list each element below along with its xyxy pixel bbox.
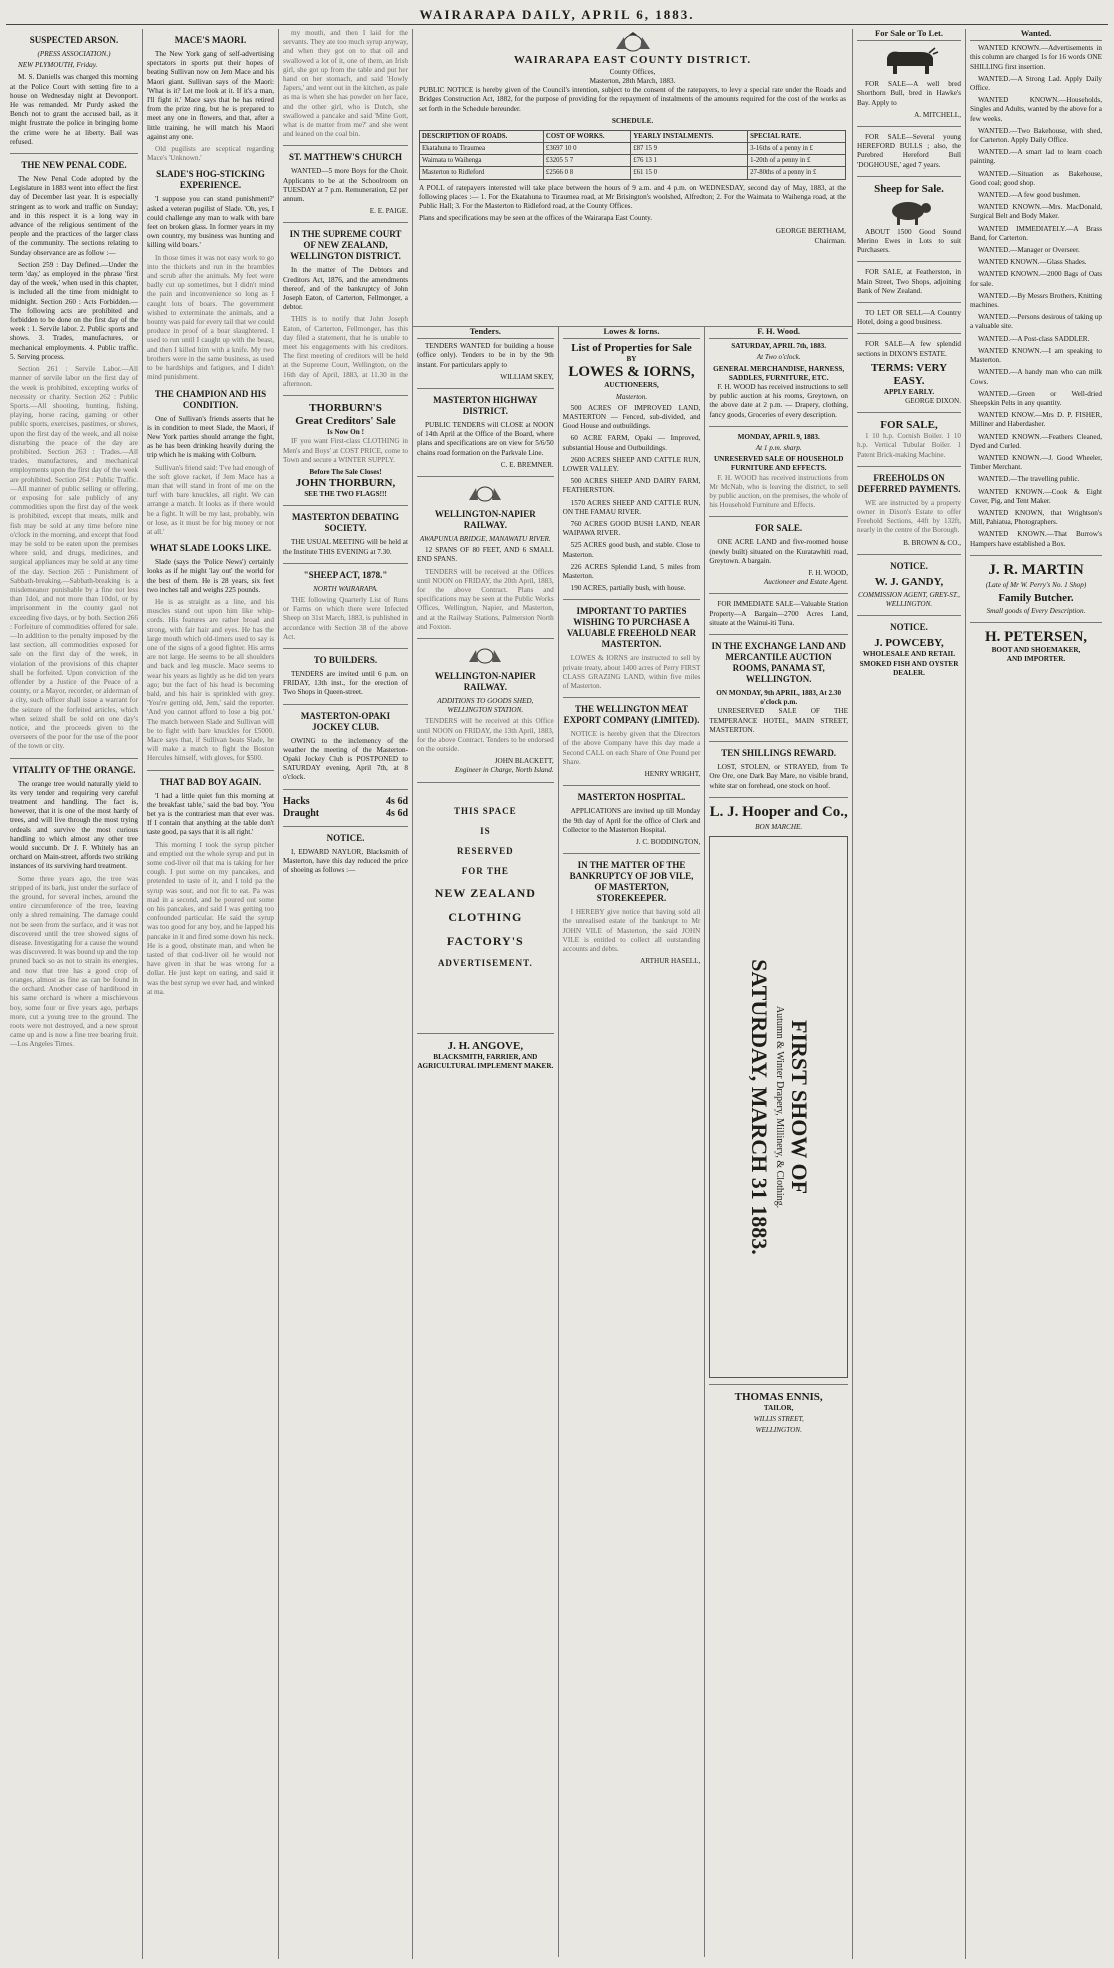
badboy-body: 'I had a little quiet fun this morning at the breakfast table,' said the bad boy. 'You bet ya is the contrariest man that ever was. If I contain that anything at the table don't taste good, pa says that it is all right.' bbox=[147, 791, 274, 837]
wanted-item: WANTED.—The travelling public. bbox=[978, 475, 1080, 484]
forsale-body: ONE ACRE LAND and five-roomed house (newly built) situated on the Kuratawhiti road, Greytown. A bargain. bbox=[709, 538, 849, 565]
sheep-header: Sheep for Sale. bbox=[874, 182, 944, 195]
hacks-price-row bbox=[283, 796, 408, 808]
reserved-line: FOR THE bbox=[461, 865, 509, 876]
column-7 bbox=[853, 29, 966, 1959]
schedule-header: COST OF WORKS. bbox=[543, 130, 630, 142]
wanted-item: WANTED.—Two Bakehouse, with shed, for Carterton. Apply Daily Office. bbox=[970, 126, 1102, 145]
wanted-header: Wanted. bbox=[970, 29, 1102, 41]
hacks-price: 4s 6d bbox=[386, 795, 408, 807]
lowes-header: Lowes & Iorns. bbox=[563, 327, 701, 339]
badboy-body-cont2: my mouth, and then I laid for the servants. They ate too much syrup anyway, and when they got on to that oil and swallowed a lot of it, one of them, an Irish girl, she got up from the table and put her hand on her stomach, and said 'Howly Japers,' and went out in the kitchen, as pale as ma is when she has powder on her face, and the other girl, who is Dutch, she swallowed a pancake and said 'Mine Gott, what is de matter from me?' and she went and leaned on the coal bin. bbox=[283, 29, 408, 139]
hospital-body: APPLICATIONS are invited up till Monday the 9th day of April for the office of Clerk and Collector to the Masterton Hospital. bbox=[562, 807, 701, 834]
divider bbox=[283, 704, 408, 705]
hooper-sub: BON MARCHE. bbox=[755, 822, 803, 831]
thorburn-title: THORBURN'S bbox=[309, 402, 382, 415]
divider bbox=[709, 797, 848, 798]
maori-body: The New York gang of self-advertising spectators in sports put their hopes of beating Sullivan now on Jem Mace and his Maori giant. Sullivan says of the Maori: 'What is it? Let me look at it. If it's a man, I'll fight it.' Mace says that he has retired from the prize ring, but he is prepared to meet any one in flowers, and that, after a little training, he will match his Maori against any one. bbox=[147, 50, 274, 141]
gandy-trade: COMMISSION AGENT, GREY-ST., WELLINGTON. bbox=[858, 590, 960, 609]
wanted-item: WANTED.—A Strong Lad. Apply Daily Office. bbox=[970, 74, 1102, 93]
divider bbox=[10, 153, 138, 154]
petersen-name: H. PETERSEN, bbox=[984, 629, 1088, 646]
ennis-trade: TAILOR, bbox=[763, 1403, 794, 1412]
sale-date: SATURDAY, APRIL 7th, 1883. bbox=[731, 342, 827, 351]
schedule-cell: Waimata to Waihenga bbox=[420, 155, 544, 167]
divider bbox=[563, 853, 701, 854]
schedule-header: DESCRIPTION OF ROADS. bbox=[420, 130, 544, 142]
debate-headline: MASTERTON DEBATING SOCIETY. bbox=[291, 512, 400, 534]
sale-body: F. H. WOOD has received instructions to sell by public auction at his rooms, Greytown, on the above date at 2 p.m. — Drapery, clothing, fancy goods, Groceries of every description. bbox=[709, 383, 849, 419]
bankruptcy-body: I HEREBY give notice that having sold all the unrealised estate of the bankrupt to Mr JOHN VILE of Masterton, the said JOHN VILE is entitled to collect all outstanding accounts and debts. bbox=[562, 908, 701, 953]
column-4 bbox=[413, 327, 559, 1957]
district-notice-text: PUBLIC NOTICE is hereby given of the Council's intention, subject to the consent of the ratepayers, to levy a special rate under the Roads and Bridges Construction Act, 1882, for the purpose of providing for the repayment of instalments of the amounts required for the cost of the works as set forth in the Schedule hereunder. bbox=[419, 86, 846, 113]
schedule-header: SPECIAL RATE. bbox=[748, 130, 846, 142]
sale-time: At Two o'clock. bbox=[756, 353, 801, 362]
arson-source: (PRESS ASSOCIATION.) bbox=[37, 50, 111, 58]
slade-body-continued: In those times it was not easy work to go into the thickets and run in the brambles and scrub after the animals. My feet were badly cut up sometimes, but I didn't mind the pain and inconvenience so long as I caught lots of boars. The government wished to exterminate the animals, and a bounty was paid for every tail that we could produce in proof of a boar slaughtered. I used to run until I caught up with the beast, and then I killed him with a knife. My two brothers were in the same business, as used to be hardships and fatigues, and I didn't mind punishment. bbox=[147, 253, 274, 382]
divider bbox=[857, 466, 961, 467]
looks-body: Slade (says the 'Police News') certainly looks as if he might 'lay out' the world for the best of them. He is 28 years, six feet two inches tall and weighs 225 pounds. bbox=[147, 558, 274, 594]
railway-headline-2: WELLINGTON-NAPIER RAILWAY. bbox=[434, 671, 536, 693]
railway-sign: JOHN BLACKETT, bbox=[494, 757, 554, 766]
wanted-item: WANTED KNOWN.—Feathers Cleaned, Dyed and Curled. bbox=[970, 432, 1102, 450]
district-office: County Offices, bbox=[609, 68, 656, 77]
lowes-title-b: BY bbox=[626, 355, 637, 364]
hooper-vt-line: Autumn & Winter Drapery, Millinery, & Clothing. bbox=[773, 1005, 785, 1209]
wanted-item: WANTED KNOW.—Mrs D. P. FISHER, Milliner and Haberdasher. bbox=[970, 411, 1102, 429]
property-item: 226 ACRES Splendid Land, 5 miles from Masterton. bbox=[562, 562, 701, 581]
property-item: 525 ACRES good bush, and stable. Close to Masterton. bbox=[562, 541, 701, 559]
champion-headline: THE CHAMPION AND HIS CONDITION. bbox=[154, 388, 267, 410]
railway-sub-2: ADDITIONS TO GOODS SHED, WELLINGTON STATION. bbox=[437, 697, 534, 715]
maori-body-continued: Old pugilists are sceptical regarding Mace's 'Unknown.' bbox=[147, 145, 274, 163]
arson-dateline: NEW PLYMOUTH, Friday. bbox=[18, 61, 98, 70]
divider bbox=[709, 741, 848, 742]
column-grid bbox=[6, 29, 1108, 1959]
hereford-ad: FOR SALE—Several young HEREFORD BULLS ; also, the Purebred Hereford Bull 'DOGHOUSE,' aged 7 years. bbox=[857, 133, 961, 169]
reserved-line: THIS SPACE bbox=[454, 805, 517, 816]
tolet-ad: TO LET OR SELL—A Country Hotel, doing a good business. bbox=[857, 309, 961, 327]
hooper-vertical-ad bbox=[709, 836, 848, 1378]
divider bbox=[857, 261, 961, 262]
debate-body: THE USUAL MEETING will be held at the Institute THIS EVENING at 7.30. bbox=[283, 538, 408, 556]
dixon-terms: TERMS: VERY EASY. bbox=[870, 361, 948, 387]
divider bbox=[283, 648, 408, 649]
bull-ad: FOR SALE—A well bred Shorthorn Bull, bred in Hawke's Bay. Apply to bbox=[857, 80, 961, 107]
vitality-body: The orange tree would naturally yield to its very tender and requiring very careful treatment and handling. The fact is, however, that it is one of the most hardy of trees, and will live through the most trying ordeals and survive the most curious handling to which almost any other tree would succumb. Dr J. F. Whitely has an orchard on Main-street, affords two striking instances of its surviving hard treatment. bbox=[10, 779, 138, 871]
divider bbox=[283, 563, 408, 564]
wanted-item: WANTED KNOWN.—Households, Singles and Adults, wanted by the above for a few weeks. bbox=[970, 96, 1102, 123]
important-headline: IMPORTANT TO PARTIES WISHING TO PURCHASE A VALUABLE FREEHOLD NEAR MASTERTON. bbox=[566, 606, 697, 650]
wanted-item: WANTED IMMEDIATELY.—A Brass Band, for Carterton. bbox=[970, 224, 1102, 242]
railway-body-1-cont: TENDERS will be received at the Offices until NOON on FRIDAY, the 20th April, 1883, for the above Contract. Plans and specifications may be seen at the Public Works Offices, Wellington, Napier, and Masterton, and at the Railway Stations, Palmerston North and Foxton. bbox=[417, 567, 554, 631]
poll-text: A POLL of ratepayers interested will take place between the hours of 9 a.m. and 4 p.m. on WEDNESDAY, second day of May, 1883, at the following places :— 1. For the Ekatahuna to Tiraumea road, at Mr Brisington's woolshed, Alfredton; 2. For the Waimata to Waihenga road, at the Public Hall; 3. For the Masterton to Ridleford road, at the County Offices. bbox=[419, 183, 846, 211]
martin-goods: Small goods of Every Description. bbox=[986, 606, 1086, 615]
divider bbox=[283, 395, 408, 396]
divider bbox=[857, 412, 961, 413]
bull-sign: A. MITCHELL, bbox=[914, 110, 961, 119]
draught-price-row bbox=[283, 808, 408, 820]
forsale-2-body: 1 10 h.p. Cornish Boiler. 1 10 h.p. Vertical Tubular Boiler. 1 Patent Brick-making Machine. bbox=[857, 432, 961, 459]
ennis-street: WILLIS STREET, bbox=[753, 1415, 804, 1424]
property-item: 500 ACRES SHEEP AND DAIRY FARM, FEATHERSTON. bbox=[562, 477, 701, 495]
divider bbox=[563, 599, 701, 600]
brown-sign: B. BROWN & CO., bbox=[903, 538, 961, 547]
hooper-name: L. J. Hooper and Co., bbox=[709, 803, 848, 820]
divider bbox=[857, 333, 961, 334]
divider bbox=[283, 222, 408, 223]
divider bbox=[283, 789, 408, 790]
penal-body-continued: Section 261 : Servile Labor.—All manner of servile labor on the first day of the week is prohibited, excepting works of necessity or charity. Section 262 : Public Sports.—All shooting, hunting, fishing, playing, horse racing, gaming or other public sports, exercises, pastimes, or shows, upon the first day of the week, and all noise disturbing the peace of the day are prohibited. Section 263 : Trades.—All trades, manufactures, and mechanical employments upon the first day of the week are prohibited. Section 264 : Public Traffic.—All manner of public selling or offering, or exposing for sale publicly of any commodities upon the first day of the week is prohibited, except that meats, milk and fish may be sold at any time before nine o'clock in the morning, and except that food may be sold to be eaten upon the premises where sold, and drugs, medicines, and surgical appliances may be sold at any time of the day. Section 265 : Punishment of Sabbath-breaking.—Sabbath-breaking is a misdemeanor punishable by a fine not less than 1dol, and not more than 10dol, or by imprisonment in the county gaol not exceeding five days, or by both. Section 266 : Forfeiture of commodities offered for sale.—In addition to the penalty imposed by the last section, all commodities exposed for sale on the first day of the week, in violation of the provisions of this chapter shall be forfeited. Upon conviction of the offender by a Justice of the Peace of a county, or a Mayor, recorder, or alderman of a city, such officer shall issue a warrant for the seizure of the forfeited articles, which when seized shall be sold on one day's notice, and the proceeds given to the overseers of the poor for the use of the poor of the town or city. bbox=[10, 365, 138, 751]
divider bbox=[417, 638, 554, 639]
schedule-cell: £3697 10 0 bbox=[543, 143, 630, 155]
schedule-cell: 3-16ths of a penny in £ bbox=[748, 143, 846, 155]
exchange-headline: IN THE EXCHANGE LAND AND MERCANTILE AUCTION ROOMS, PANAMA ST, WELLINGTON. bbox=[711, 641, 846, 685]
wanted-item: WANTED.—Persons desirous of taking up a valuable site. bbox=[970, 313, 1102, 331]
exchange-date: ON MONDAY, 9th APRIL, 1883, At 2.30 o'clock p.m. bbox=[716, 689, 842, 707]
wood-header: F. H. Wood. bbox=[709, 327, 848, 339]
powceby-trade: WHOLESALE AND RETAIL SMOKED FISH AND OYSTER DEALER. bbox=[859, 650, 959, 677]
column-1 bbox=[6, 29, 143, 1959]
dixon-sign: GEORGE DIXON. bbox=[905, 397, 961, 406]
vitality-headline: VITALITY OF THE ORANGE. bbox=[12, 764, 136, 775]
schedule-header: YEARLY INSTALMENTS. bbox=[631, 130, 748, 142]
divider bbox=[709, 1384, 848, 1385]
slade-headline: SLADE'S HOG-STICKING EXPERIENCE. bbox=[156, 169, 265, 191]
hooper-vt-line: SATURDAY, MARCH 31 1883. bbox=[746, 959, 772, 1255]
district-notice bbox=[413, 29, 852, 327]
meat-sign: HENRY WRIGHT, bbox=[644, 770, 701, 779]
wanted-item: WANTED.—Situation as Bakehouse, Good coal; good shop. bbox=[970, 169, 1102, 187]
wanted-item: WANTED.—Green or Well-dried Sheepskin Pelts in any quantity. bbox=[970, 389, 1102, 407]
sheep-act-body: THE following Quarterly List of Runs or Farms on which there were Infected Sheep on 31st March, 1883, is published in accordance with Section 38 of the above Act. bbox=[283, 595, 408, 641]
arson-headline: SUSPECTED ARSON. bbox=[29, 35, 119, 45]
monday-title: UNRESERVED SALE OF HOUSEHOLD FURNITURE AND EFFECTS. bbox=[713, 455, 844, 473]
featherston-ad: FOR SALE, at Featherston, in Main Street, Two Shops, adjoining Bank of New Zealand. bbox=[857, 268, 961, 295]
dixon-apply: APPLY EARLY. bbox=[883, 387, 935, 396]
schedule-cell: £76 13 1 bbox=[631, 155, 748, 167]
divider bbox=[857, 615, 961, 616]
column-6 bbox=[705, 327, 852, 1957]
martin-trade: Family Butcher. bbox=[998, 591, 1074, 604]
dixon-ad: FOR SALE—A few splendid sections in DIXON'S ESTATE. bbox=[857, 340, 961, 358]
district-sign: GEORGE BERTHAM, bbox=[775, 226, 846, 236]
builders-body: TENDERS are invited until 6 p.m. on FRIDAY, 13th inst., for the erection of Two Shops in Queen-street. bbox=[283, 669, 408, 697]
court-headline: IN THE SUPREME COURT OF NEW ZEALAND, WELLINGTON DISTRICT. bbox=[289, 229, 402, 262]
thorburn-name: JOHN THORBURN, bbox=[295, 477, 396, 490]
property-item: 500 ACRES OF IMPROVED LAND, MASTERTON — Fenced, sub-divided, and Good House and outbuildings. bbox=[562, 403, 701, 431]
reserved-line: RESERVED bbox=[456, 845, 514, 856]
church-notice: WANTED—5 more Boys for the Choir. Applicants to be at the Schoolroom on TUESDAY at 7 p.m. Remuneration, £2 per annum. bbox=[283, 167, 408, 204]
schedule-title: SCHEDULE. bbox=[611, 116, 654, 125]
wanted-item: WANTED.—Manager or Overseer. bbox=[978, 246, 1080, 255]
divider bbox=[417, 1033, 554, 1034]
penal-headline: THE NEW PENAL CODE. bbox=[21, 160, 127, 171]
church-headline: ST. MATTHEW'S CHURCH bbox=[289, 152, 402, 163]
bankruptcy-headline: IN THE MATTER OF THE BANKRUPTCY OF JOB VILE, OF MASTERTON, STOREKEEPER. bbox=[569, 860, 694, 904]
highway-headline: MASTERTON HIGHWAY DISTRICT. bbox=[433, 395, 538, 417]
divider bbox=[857, 176, 961, 177]
penal-body: The New Penal Code adopted by the Legislature in 1883 went into effect the first day of December last year. It is especially stringent as to work and traffic on Sunday; and in this respect it is a long way in advance of the religious sentiment of the people and the practices of the larger class of the community. The sections relating to Sunday observance are as follow :— bbox=[10, 175, 138, 257]
jockey-body: OWING to the inclemency of the weather the meeting of the Masterton-Opaki Jockey Club is POSTPONED to SATURDAY evening, April 7th, at 8 o'clock. bbox=[283, 736, 408, 782]
sheep-ad: ABOUT 1500 Good Sound Merino Ewes in Lots to suit Purchasers. bbox=[857, 227, 961, 255]
monday-date: MONDAY, APRIL 9, 1883. bbox=[737, 432, 820, 441]
divider bbox=[709, 516, 848, 517]
railway-headline-1: WELLINGTON-NAPIER RAILWAY. bbox=[434, 509, 536, 531]
coat-of-arms-icon bbox=[465, 645, 505, 665]
badboy-body-continued: This morning I took the syrup pitcher and emptied out the whole syrup and put in some cod-liver oil that ma is taking for her cough. I put some on my pancakes, and pretended to taste of it, and I told pa the syrup was sour, and not fit to eat. Pa was mad in a second, and he poured out some on his pancakes, and said I was getting too confounded particular. He said the syrup was too good for any boy, and he lapped his pancake in it and fired some down his neck. He is a good, obstinate man, and when he tasted of that cod-liver oil he would not have given in that he was wrong for a dollar. He just kept on eating, and said it was the best syrup we ever had, and winked at ma. bbox=[147, 840, 274, 996]
penal-body-more: Section 259 : Day Defined.—Under the term 'day,' as employed in the phrase 'first day of the week,' when used in this chapter, is included all the time from midnight to midnight. Section 260 : Acts Forbidden.—The following acts are prohibited and forbidden to be done on the first day of the week : 1. Servile labor. 2. Public sports and shows. 3. Trades, manufactures, or mechanical employments. 4. Public traffic. 5. Serving process. bbox=[10, 260, 138, 361]
schedule-cell: 27-80ths of a penny in £ bbox=[748, 167, 846, 179]
plans-text: Plans and specifications may be seen at the offices of the Wairarapa East County. bbox=[419, 214, 653, 223]
property-item: 60 ACRE FARM, Opaki — Improved, substantial House and Outbuildings. bbox=[562, 434, 701, 452]
maori-headline: MACE'S MAORI. bbox=[174, 35, 247, 45]
exchange-body: UNRESERVED SALE OF THE TEMPERANCE HOTEL, MAIN STREET, MASTERTON. bbox=[709, 707, 849, 734]
wanted-item: WANTED KNOWN.—Advertisements in this column are charged 1s for 16 words ONE SHILLING first insertion. bbox=[970, 44, 1103, 71]
divider bbox=[563, 697, 701, 698]
thorburn-flags: SEE THE TWO FLAGS!!! bbox=[304, 490, 387, 499]
ennis-name: THOMAS ENNIS, bbox=[734, 1390, 823, 1403]
divider bbox=[147, 770, 274, 771]
divider bbox=[10, 758, 138, 759]
sheep-act-headline: "SHEEP ACT, 1878." bbox=[303, 569, 388, 580]
column-8 bbox=[966, 29, 1106, 1959]
wanted-item: WANTED.—A smart lad to learn coach painting. bbox=[970, 148, 1102, 166]
reserved-line: NEW ZEALAND CLOTHING FACTORY'S bbox=[434, 885, 536, 948]
meat-headline: THE WELLINGTON MEAT EXPORT COMPANY (LIMITED). bbox=[563, 704, 700, 726]
schedule-row bbox=[420, 155, 846, 167]
wanted-item: WANTED.—By Messrs Brothers, Knitting machines. bbox=[970, 291, 1102, 310]
freehold-body: WE are instructed by a property owner in Dixon's Estate to offer Freehold Sections, 44ft by 132ft, nearly in the centre of the Borough. bbox=[857, 498, 961, 535]
sheep-icon bbox=[884, 198, 934, 226]
petersen-importer: AND IMPORTER. bbox=[1006, 655, 1066, 664]
freehold-headline: FREEHOLDS ON DEFERRED PAYMENTS. bbox=[857, 472, 961, 494]
fhwood-role: Auctioneer and Estate Agent. bbox=[763, 578, 849, 587]
tender-house: TENDERS WANTED for building a house (office only). Tenders to be in by the 9th instant. For particulars apply to bbox=[417, 342, 554, 369]
reserved-space-ad bbox=[417, 801, 554, 973]
badboy-headline: THAT BAD BOY AGAIN. bbox=[159, 776, 262, 787]
property-item: 760 ACRES GOOD BUSH LAND, NEAR WAIPAWA RIVER. bbox=[562, 520, 701, 538]
lowes-title-d: AUCTIONEERS, bbox=[604, 381, 659, 390]
railway-sign-role: Engineer in Charge, North Island. bbox=[454, 766, 554, 775]
schedule-row bbox=[420, 167, 846, 179]
hacks-label: Hacks bbox=[283, 795, 310, 807]
looks-headline: WHAT SLADE LOOKS LIKE. bbox=[149, 543, 272, 554]
divider bbox=[970, 555, 1102, 556]
hooper-vt-line: FIRST SHOW OF bbox=[786, 1019, 812, 1194]
immediate-sale: FOR IMMEDIATE SALE—Valuable Station Property—A Bargain—2700 Acres Land, situate at the Wainui-iti Tuna. bbox=[709, 600, 849, 627]
wanted-item: WANTED KNOWN.—I am speaking to Masterton. bbox=[970, 346, 1102, 365]
wanted-item: WANTED KNOWN.—Mrs. MacDonald, Surgical Belt and Body Maker. bbox=[970, 203, 1102, 221]
schedule-cell: 1-20th of a penny in £ bbox=[748, 155, 846, 167]
reserved-line: IS bbox=[480, 825, 491, 836]
petersen-trade: BOOT AND SHOEMAKER, bbox=[991, 646, 1081, 655]
reserved-line: ADVERTISEMENT. bbox=[437, 957, 533, 968]
district-date: Masterton, 28th March, 1883. bbox=[589, 77, 676, 86]
column-5 bbox=[559, 327, 706, 1957]
railway-sub-1: AWAPUNUA BRIDGE, MANAWATU RIVER. bbox=[419, 535, 551, 544]
schedule-cell: Ekatahuna to Tiraumea bbox=[420, 143, 544, 155]
naylor-headline: NOTICE. bbox=[326, 832, 365, 843]
schedule-cell: Masterton to Ridleford bbox=[420, 167, 544, 179]
vitality-body-continued: Some three years ago, the tree was stripped of its bark, just under the surface of the ground, for several inches, around the entire circumference of the tree, leaving only a shred remaining. The damage could not be seen from the surface, and it was not discovered until the tree showed signs of disease. Investigating for a cause the wound was discovered. It was bound up and the top pruned back so as not to strain its energies, and now that tree has a good crop of oranges, almost as fine as can be found in the orchard. Another case of hardihood in his same orchard is where a mischievous boy, some four or five years ago, perhaps more, cut a young tree to the ground. The roots were not destroyed, and a new sprout came up and is now a fine tree bearing fruit.—Los Angeles Times. bbox=[10, 874, 138, 1049]
angove-trade: BLACKSMITH, FARRIER, AND AGRICULTURAL IMPLEMENT MAKER. bbox=[417, 1052, 554, 1070]
church-sign: E. E. PAIGE. bbox=[369, 207, 408, 216]
gandy-notice: NOTICE. bbox=[890, 560, 928, 571]
monday-time: At 1 p.m. sharp. bbox=[755, 444, 802, 453]
wanted-item: WANTED KNOWN.—Glass Shades. bbox=[978, 258, 1087, 267]
schedule-table bbox=[419, 130, 846, 180]
divider bbox=[857, 126, 961, 127]
property-item: 190 ACRES, partially bush, with house. bbox=[570, 584, 686, 593]
schedule-row bbox=[420, 143, 846, 155]
fhwood-sign: F. H. WOOD, bbox=[808, 569, 849, 578]
champion-body-continued: Sullivan's friend said: 'I've had enough of the soft glove racket, if Jem Mace has a man that will stand in front of me on the turf with bare knuckles, all right. We can arrange a match. It looks as if there would be a fight. It will be my last, probably, win or lose, as it must be for big money or not at all.' bbox=[147, 463, 274, 536]
wanted-item: WANTED KNOWN.—Cook & Eight Cover, Pig, and Tent Maker. bbox=[970, 487, 1102, 505]
sale-title: GENERAL MERCHANDISE, HARNESS, SADDLES, FURNITURE, ETC. bbox=[713, 364, 845, 382]
looks-body-continued: He is as straight as a line, and his muscles stand out upon him like whip-cords. His features are rather broad and strong, with fair hair and eyes. He has the large mouth which old-timers used to say is one of the signs of a good fighter. His arms are not large. He seems to be all shoulders and back and leg muscle. Mace seems to wear his years as lightly as he did ten years ago; but the fact of his head is becoming bald, and his hair is sprinkled with grey. 'You're getting old, Jem,' said the reporter. 'And you cannot afford to lose a big pot.' The match between Slade and Sullivan will be to fight with bare knuckles for £5000. Mace says that, if Sullivan beats Slade, he will make a match to fight the Boston Hercules himself, with gloves, for $500. bbox=[147, 597, 274, 763]
schedule-header-row bbox=[420, 130, 846, 142]
column-2 bbox=[143, 29, 279, 1959]
wanted-item: WANTED KNOWN.—That Burrow's Hampers have established a Box. bbox=[970, 530, 1102, 548]
ennis-city: WELLINGTON. bbox=[755, 1426, 802, 1435]
divider bbox=[970, 622, 1102, 623]
divider bbox=[417, 782, 554, 783]
court-body-continued: THIS is to notify that John Joseph Eaton, of Carterton, Fellmonger, has this day filed a statement, that he is unable to meet his engagements with his creditors. The first meeting of creditors will be held at the Supreme Court, Wellington, on the 16th day of April, 1883, at 11.30 in the afternoon. bbox=[283, 315, 408, 388]
sheep-act-sub: NORTH WAIRARAPA. bbox=[313, 584, 378, 593]
highway-body: PUBLIC TENDERS will CLOSE at NOON of 14th April at the Office of the Board, where plans and specifications are on view for 5/6/50 chains road formation on the Parkvale Line. bbox=[417, 421, 554, 457]
divider bbox=[283, 145, 408, 146]
wanted-item: WANTED KNOWN, that Wrightson's Mill, Pahiatua, Photographers. bbox=[970, 508, 1102, 527]
divider bbox=[709, 634, 848, 635]
district-title: WAIRARAPA EAST COUNTY DISTRICT. bbox=[513, 54, 752, 66]
hooper-vertical-text bbox=[746, 959, 812, 1255]
railway-body-2: TENDERS will be received at this Office until NOON on FRIDAY, the 13th April, 1883, for the above Contract. Tenders to be endorsed on the outside. bbox=[417, 717, 554, 754]
forsale-2-headline: FOR SALE, bbox=[880, 419, 938, 432]
lowes-title-a: List of Properties for Sale bbox=[571, 342, 692, 355]
gandy-name: W. J. GANDY, bbox=[874, 575, 944, 588]
tender-house-sign: WILLIAM SKEY, bbox=[500, 372, 554, 381]
martin-note: (Late of Mr W. Perry's No. 1 Shop) bbox=[985, 580, 1087, 589]
divider bbox=[417, 476, 554, 477]
hospital-sign: J. C. BODDINGTON, bbox=[635, 837, 701, 846]
reward-body: LOST, STOLEN, or STRAYED, from Te Ore Ore, one Dark Bay Mare, no visible brand, white star on forehead, one stock on hoof. bbox=[709, 763, 849, 790]
wanted-item: WANTED KNOWN.—2000 Bags of Oats for sale. bbox=[970, 270, 1102, 288]
powceby-name: J. POWCEBY, bbox=[874, 637, 944, 650]
meat-body: NOTICE is hereby given that the Directors of the above Company have this day made a Second CALL on each Share of One Pound per Share. bbox=[562, 730, 701, 766]
railway-body-1: 12 SPANS OF 80 FEET, AND 6 SMALL END SPANS. bbox=[417, 546, 554, 564]
forsale-tolet-header: For Sale or To Let. bbox=[857, 29, 961, 41]
reward-headline: TEN SHILLINGS REWARD. bbox=[721, 748, 837, 759]
divider bbox=[283, 826, 408, 827]
thorburn-closes: Before The Sale Closes! bbox=[309, 467, 382, 476]
builders-headline: TO BUILDERS. bbox=[313, 654, 378, 665]
coat-of-arms-icon bbox=[465, 483, 505, 503]
draught-price: 4s 6d bbox=[386, 807, 408, 819]
thorburn-subtitle: Great Creditors' Sale bbox=[295, 415, 396, 428]
wanted-item: WANTED.—A few good bushmen. bbox=[978, 191, 1081, 200]
important-body: LOWES & IORNS are instructed to sell by private treaty, about 1400 acres of Perry FIRST CLASS GRAZING LAND, within five miles of Masterton. bbox=[562, 654, 701, 691]
divider bbox=[563, 785, 701, 786]
jockey-headline: MASTERTON-OPAKI JOCKEY CLUB. bbox=[300, 710, 391, 732]
arson-body: M. S. Daniells was charged this morning at the Police Court with setting fire to a house on Wednesday night at Devonport. He was remanded. Mr Purdy asked the Bench not to grant the accused bail, as it might frustrate the police in bringing home the crime were he at liberty. Bail was refused. bbox=[10, 73, 138, 146]
schedule-cell: £3205 5 7 bbox=[543, 155, 630, 167]
highway-sign: C. E. BREMNER. bbox=[500, 460, 554, 469]
columns-4-6 bbox=[413, 29, 853, 1959]
column-3 bbox=[279, 29, 413, 1959]
schedule-cell: £61 15 0 bbox=[631, 167, 748, 179]
naylor-body: I, EDWARD NAYLOR, Blacksmith of Masterton, have this day reduced the price of shoeing as follows :— bbox=[283, 847, 408, 874]
lowes-title-c: LOWES & IORNS, bbox=[568, 364, 695, 381]
powceby-notice: NOTICE. bbox=[890, 622, 928, 633]
monday-body: F. H. WOOD has received instructions from Mr McNab, who is leaving the district, to sell by public auction, on the premises, the whole of his Household Furniture and Effects. bbox=[709, 473, 849, 510]
wanted-item: WANTED.—A handy man who can milk Cows. bbox=[970, 368, 1102, 386]
forsale-headline: FOR SALE. bbox=[755, 523, 803, 534]
wanted-item: WANTED.—A Post-class SADDLER. bbox=[978, 334, 1090, 343]
thorburn-body: IF you want First-class CLOTHING in Men's and Boys' at COST PRICE, come to Town and secure a WINTER SUPPLY. bbox=[283, 437, 408, 464]
court-body: In the matter of The Debtors and Creditors Act, 1876, and the amendments thereof, and of the bankruptcy of John Joseph Eaton, of Carterton, Fellmonger, a debtor. bbox=[283, 266, 408, 312]
schedule-cell: £87 15 9 bbox=[631, 143, 748, 155]
property-item: 2600 ACRES SHEEP AND CATTLE RUN, LOWER VALLEY. bbox=[562, 455, 701, 474]
wanted-item: WANTED KNOWN.—J. Good Wheeler, Timber Merchant. bbox=[970, 453, 1102, 472]
lowes-title-e: Masterton. bbox=[615, 392, 648, 401]
divider bbox=[857, 554, 961, 555]
draught-label: Draught bbox=[283, 807, 320, 819]
divider bbox=[283, 505, 408, 506]
champion-body: One of Sullivan's friends asserts that he is in condition to meet Slade, the Maori, if New York parties should arrange the fight, as he has been drinking heavily during the trip which he is making with Colburn. bbox=[147, 414, 274, 460]
angove-name: J. H. ANGOVE, bbox=[447, 1039, 524, 1052]
hospital-headline: MASTERTON HOSPITAL. bbox=[577, 792, 686, 803]
bull-icon bbox=[879, 44, 939, 78]
slade-body: 'I suppose you can stand punishment?' asked a veteran pugilist of Slade. 'Oh, yes, I could challenge any man to walk with bare feet on broken glass. In former years in my own country, my business was hunting and killing wild boars.' bbox=[147, 195, 274, 250]
divider bbox=[417, 388, 554, 389]
martin-name: J. R. MARTIN bbox=[988, 561, 1084, 578]
tenders-header: Tenders. bbox=[417, 327, 554, 339]
divider bbox=[709, 426, 848, 427]
bankruptcy-sign: ARTHUR HASELL, bbox=[640, 957, 701, 966]
divider bbox=[857, 302, 961, 303]
property-item: 1570 ACRES SHEEP AND CATTLE RUN, ON THE FAMAU RIVER. bbox=[562, 498, 701, 516]
subcolumns bbox=[413, 327, 852, 1957]
divider bbox=[709, 593, 848, 594]
thorburn-now-on: Is Now On ! bbox=[327, 428, 364, 437]
district-sign-role: Chairman. bbox=[814, 235, 846, 245]
coat-of-arms-icon bbox=[610, 31, 656, 53]
masthead: WAIRARAPA DAILY, APRIL 6, 1883. bbox=[6, 6, 1108, 25]
schedule-cell: £2566 0 8 bbox=[543, 167, 630, 179]
